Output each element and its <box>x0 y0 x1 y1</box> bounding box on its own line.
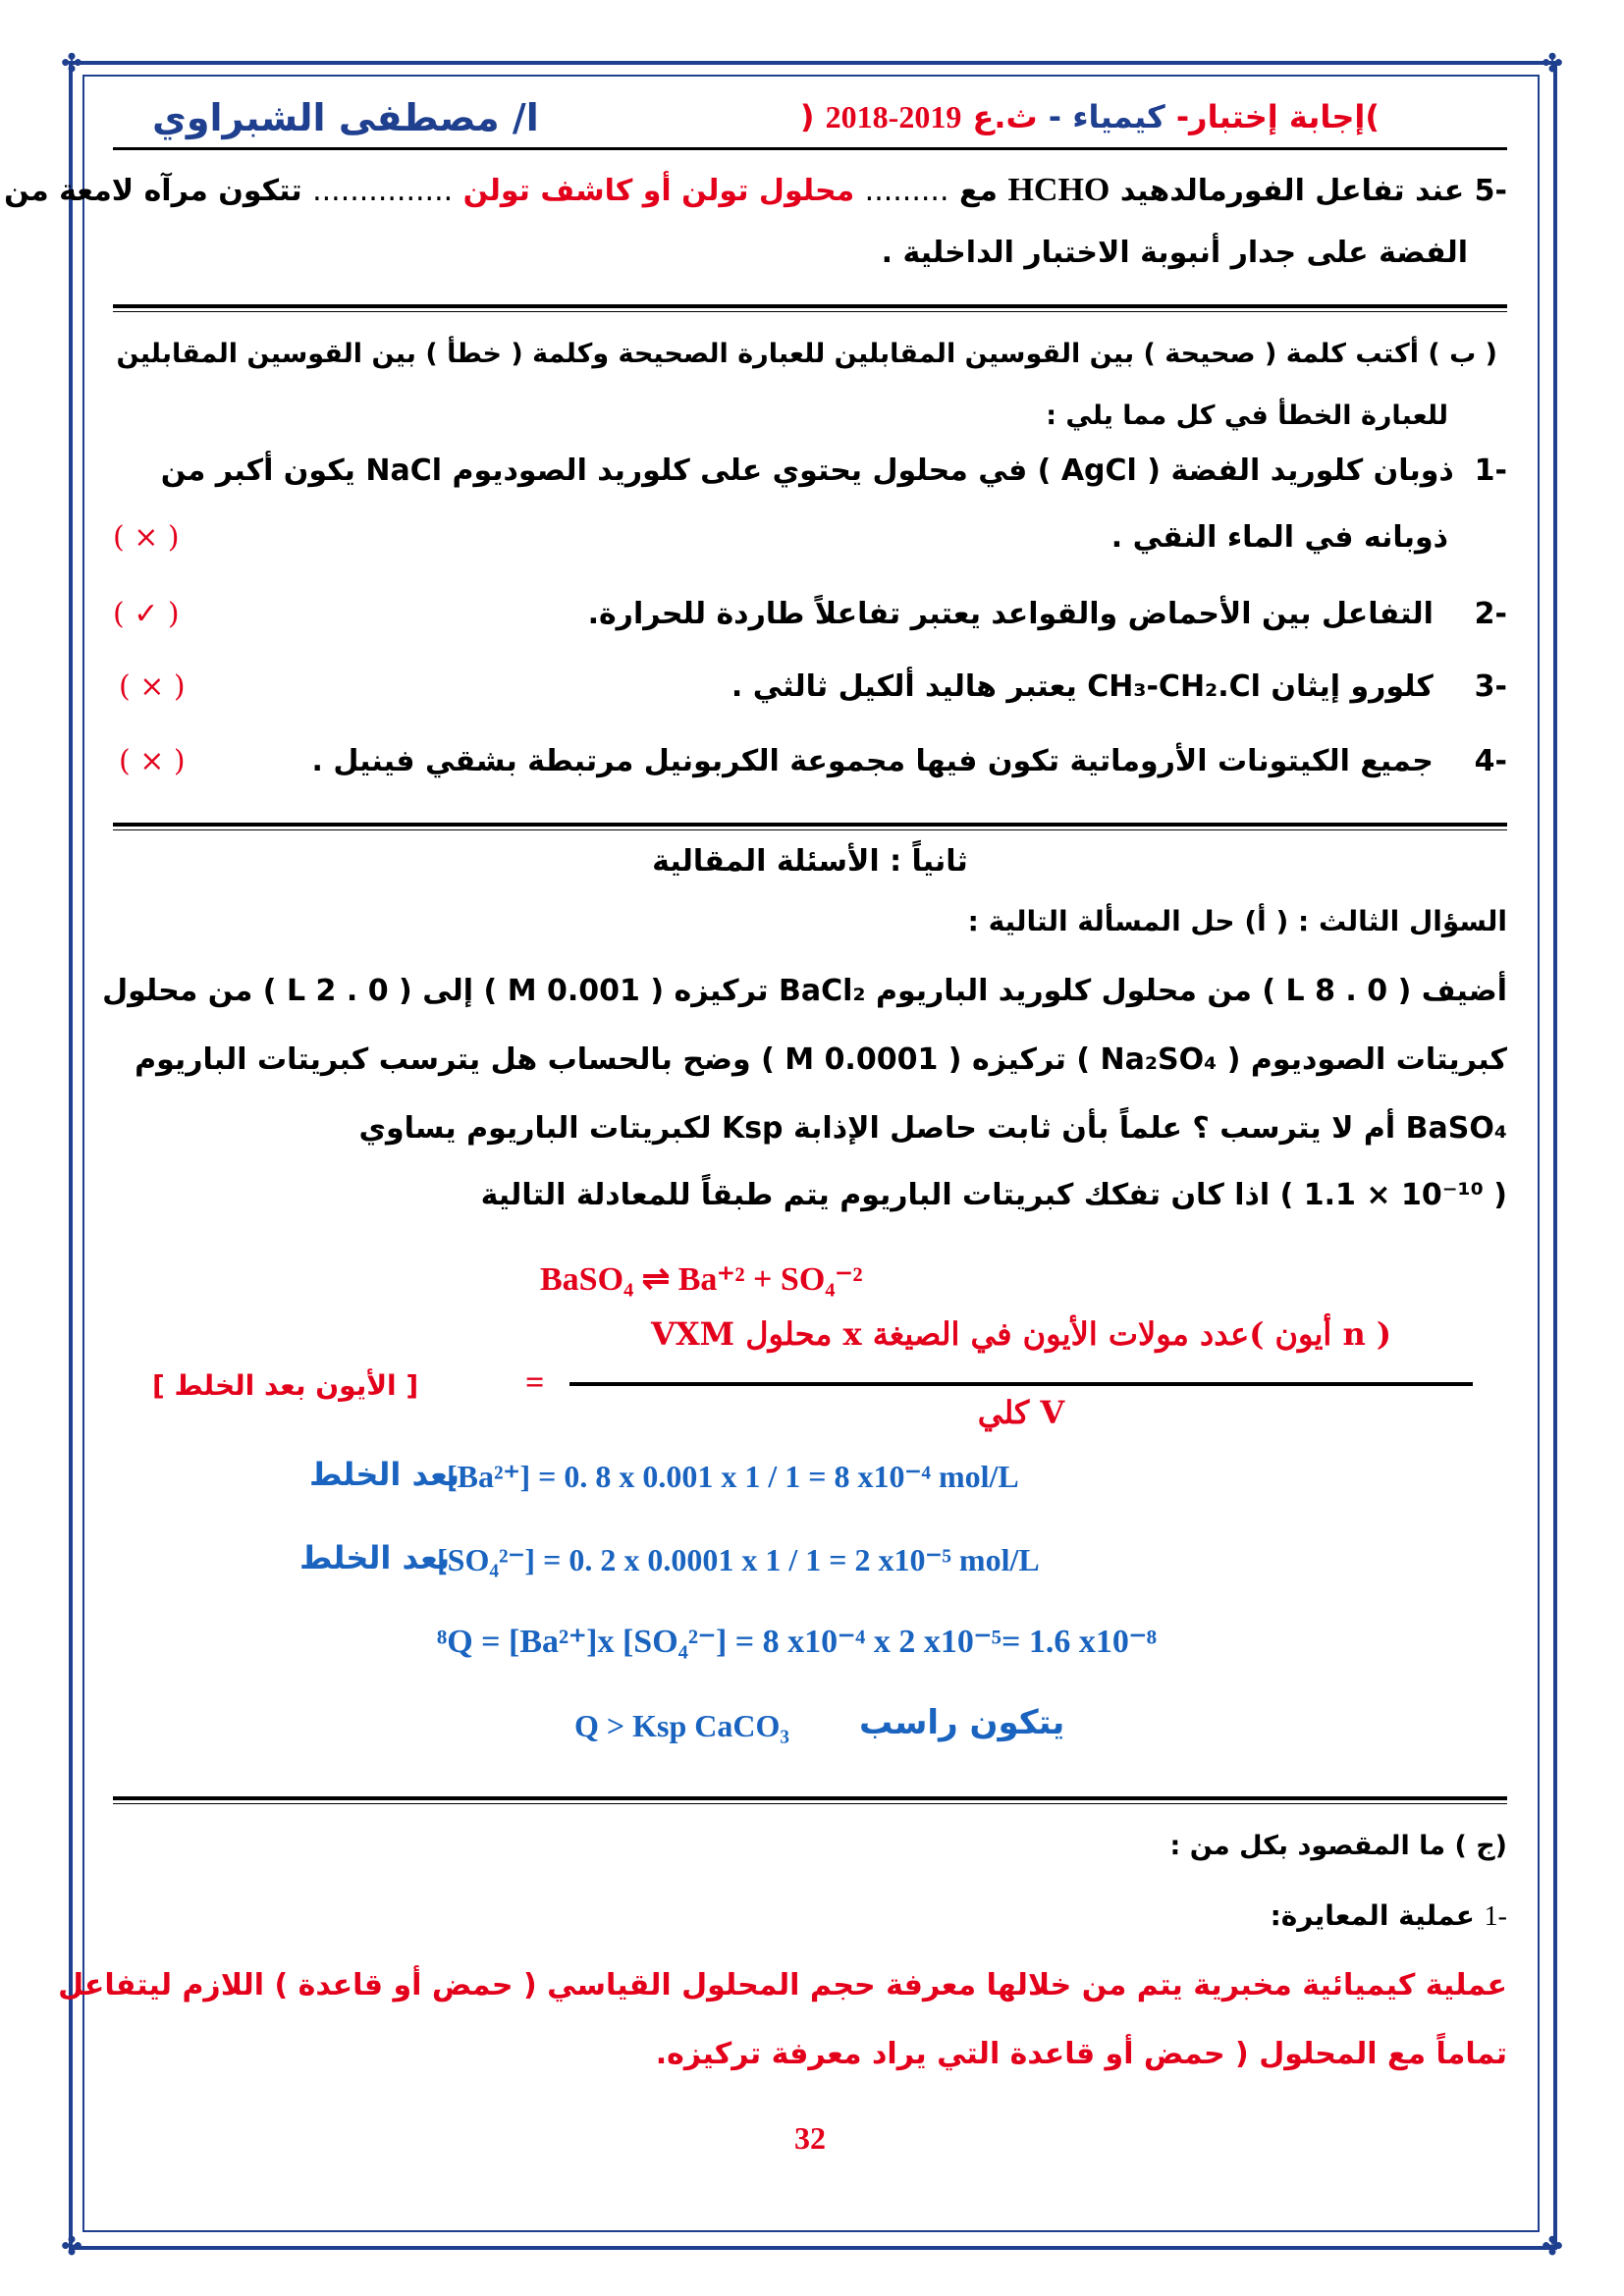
word-wrong: ( خطأ ) <box>425 339 523 369</box>
tf-item-1 <box>161 454 1507 488</box>
corner-ornament-icon: ✤ <box>61 49 82 79</box>
fraction-bar <box>569 1382 1473 1386</box>
q5-dots: ......... <box>864 174 949 208</box>
answer-mark: ( × ) <box>113 520 180 555</box>
tf-item-3 <box>731 669 1507 704</box>
header-rule <box>113 147 1507 150</box>
section2-title: ثانياً : الأسئلة المقالية <box>652 844 968 879</box>
section-c-label: (ج ) <box>1454 1831 1507 1861</box>
so4-after-mixing: بعد الخلط <box>299 1539 451 1576</box>
title-paren: ( <box>799 98 815 135</box>
item-number: -1 <box>1484 1901 1507 1932</box>
problem-line-2: كبريتات الصوديوم ( Na₂SO₄ ) تركيزه ( 0.0001 M ) وضح بالحساب هل يترسب كبريتات الباريوم <box>135 1042 1507 1077</box>
answer-mark: ( × ) <box>119 669 186 704</box>
q5-formula: HCHO <box>1007 172 1110 208</box>
ba-concentration: [Ba²⁺] = 0. 8 x 0.001 x 1 / 1 = 8 x10⁻⁴ mol/L <box>447 1459 1019 1494</box>
definition-line-1: عملية كيميائية مخبرية يتم من خلالها معرفة حجم المحلول القياسي ( حمض أو قاعدة ) اللازم ليتفاعل <box>58 1968 1507 2002</box>
page-number: 32 <box>794 2120 826 2156</box>
corner-ornament-icon: ✤ <box>1542 2232 1563 2262</box>
definition-line-2: تماماً مع المحلول ( حمض أو قاعدة التي يراد معرفة تركيزه. <box>655 2037 1507 2071</box>
q5-line1 <box>4 172 1507 209</box>
q3-label: السؤال الثالث <box>1318 905 1507 937</box>
title-term: ث.ع <box>972 98 1038 135</box>
item-number: -4 <box>1474 744 1507 778</box>
definition-title: عملية المعايرة: <box>1270 1899 1475 1932</box>
section-divider <box>113 823 1507 830</box>
q-calculation: ⁸Q = [Ba²⁺]x [SO₄²⁻] = 8 x10⁻⁴ x 2 x10⁻⁵= 1.6 x10⁻⁸ <box>437 1624 1157 1660</box>
section-b-instruction <box>116 339 1497 369</box>
definition-term <box>1271 1899 1507 1933</box>
instruction-text: بين القوسين المقابلين للعبارة الصحيحة وكلمة <box>532 339 1135 369</box>
title-paren: ) <box>1365 98 1380 135</box>
title-subject: كيمياء - <box>1048 98 1165 135</box>
item-number: -2 <box>1474 597 1507 631</box>
header-title <box>800 98 1380 135</box>
section-b-label: ( ب ) <box>1428 339 1497 369</box>
corner-ornament-icon: ✤ <box>1542 49 1563 79</box>
document-page <box>4 88 1507 2218</box>
ba-after-mixing: بعد الخلط <box>309 1456 460 1493</box>
problem-line-3: BaSO₄ أم لا يترسب ؟ علماً بأن ثابت حاصل الإذابة Ksp لكبريتات الباريوم يساوي <box>358 1111 1507 1146</box>
precipitate-forms: يتكون راسب <box>859 1703 1065 1742</box>
item-text: ذوبان كلوريد الفضة ( AgCl ) في محلول يحتوي على كلوريد الصوديوم NaCl يكون أكبر من <box>160 454 1454 488</box>
section-c-title: ما المقصود بكل من : <box>1169 1831 1446 1861</box>
answer-mark: ( × ) <box>119 744 186 778</box>
tf-item-2 <box>588 597 1507 631</box>
q5-text-b: مع <box>958 174 999 208</box>
q3-heading <box>968 905 1507 937</box>
problem-line-1: أضيف ( 0 . 8 L ) من محلول كلوريد الباريوم BaCl₂ تركيزه ( 0.001 M ) إلى ( 0 . 2 L ) من محلول <box>102 974 1507 1008</box>
tf-item-1-line2: ذوبانه في الماء النقي . <box>1110 520 1448 555</box>
item-text: التفاعل بين الأحماض والقواعد يعتبر تفاعلاً طاردة للحرارة. <box>587 597 1434 631</box>
q5-text-a: عند تفاعل الفورمالدهيد <box>1119 174 1465 208</box>
item-number: -1 <box>1474 454 1507 488</box>
instruction-text: أكتب كلمة <box>1285 339 1419 369</box>
so4-concentration: [SO₄²⁻] = 0. 2 x 0.0001 x 1 / 1 = 2 x10⁻⁵ mol/L <box>437 1542 1040 1577</box>
corner-ornament-icon: ✤ <box>61 2232 82 2262</box>
item-text: كلورو إيثان CH₃-CH₂.Cl يعتبر هاليد ألكيل ثالثي . <box>731 669 1434 704</box>
instruction-text: بين القوسين المقابلين <box>116 339 416 369</box>
author-name: ا/ مصطفى الشبراوي <box>152 96 539 139</box>
word-correct: ( صحيحة ) <box>1143 339 1277 369</box>
item-text: جميع الكيتونات الأروماتية تكون فيها مجموعة الكربونيل مرتبطة بشقي فينيل . <box>311 744 1434 778</box>
q3-sub: : ( أ) حل المسألة التالية : <box>967 905 1310 937</box>
q-vs-ksp: Q > Ksp CaCO₃ <box>574 1708 789 1743</box>
answer-mark: ( ✓ ) <box>113 597 180 631</box>
formula-denominator: V كلي <box>977 1394 1065 1431</box>
title-years: 2019-2018 <box>825 99 962 134</box>
section-divider <box>113 304 1507 312</box>
formula-left: [ الأيون بعد الخلط ] <box>152 1369 419 1402</box>
section-divider <box>113 1796 1507 1804</box>
q5-line2: الفضة على جدار أنبوبة الاختبار الداخلية . <box>881 236 1468 270</box>
reaction-equation: BaSO₄ ⇌ Ba⁺² + SO₄⁻² <box>540 1261 863 1298</box>
q5-answer: محلول تولن أو كاشف تولن <box>462 174 855 208</box>
section-c-heading <box>1170 1831 1507 1861</box>
formula-numerator: ( n أيون )عدد مولات الأيون في الصيغة x محلول VXM <box>651 1315 1391 1353</box>
title-prefix: إجابة إختبار- <box>1175 98 1366 135</box>
formula-equals: = <box>525 1364 545 1401</box>
q5-text-c: تتكون مرآه لامعة من <box>4 174 302 208</box>
tf-item-4 <box>312 744 1507 778</box>
item-number: -3 <box>1474 669 1507 704</box>
q5-dots: ............... <box>312 174 454 208</box>
section-b-instruction-line2: للعبارة الخطأ في كل مما يلي : <box>1046 400 1448 431</box>
q5-number: -5 <box>1474 174 1507 208</box>
problem-line-4: ( 10⁻¹⁰ × 1.1 ) اذا كان تفكك كبريتات الباريوم يتم طبقاً للمعادلة التالية <box>480 1178 1507 1212</box>
